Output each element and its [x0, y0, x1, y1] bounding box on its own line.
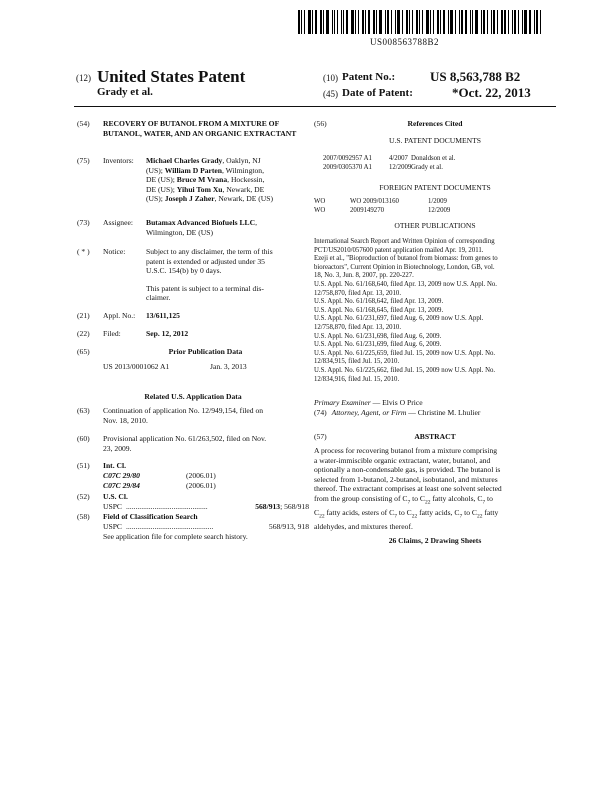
barcode-bar [304, 10, 305, 34]
foreign-doc-cell: WO 2009/013160 [350, 198, 399, 205]
barcode-bar [475, 10, 478, 34]
int-class-version: (2006.01) [186, 471, 216, 480]
assignee-location: Wilmington, DE (US) [146, 227, 213, 237]
barcode-bar [402, 10, 403, 34]
notice-line: U.S.C. 154(b) by 0 days. [146, 266, 222, 276]
references-heading: References Cited [407, 119, 463, 128]
notice-label: Notice: [103, 247, 126, 256]
barcode-bar [514, 10, 516, 34]
int-class: C07C 29/80 [103, 471, 140, 480]
inventor-line [146, 156, 306, 166]
prior-pub-date: Jan. 3, 2013 [210, 362, 247, 371]
other-publication-line: 18, No. 3, Jun. 8, 2007, pp. 220-227. [314, 272, 414, 280]
barcode-bar [346, 10, 348, 34]
claims-summary: 26 Claims, 2 Drawing Sheets [388, 536, 482, 545]
code-73: (73) [77, 218, 90, 227]
continuation-line: Nov. 18, 2010. [103, 415, 148, 425]
field-search-value: 568/913, 918 [268, 522, 309, 531]
examiner-name: — Elvis O Price [370, 398, 423, 407]
barcode-bar [341, 10, 342, 34]
barcode-bar [422, 10, 423, 34]
abstract-line: A process for recovering butanol from a mixture comprising [314, 446, 498, 455]
provisional [103, 434, 309, 453]
foreign-doc-cell: 1/2009 [428, 198, 447, 205]
barcode-bar [481, 10, 482, 34]
header-rule [74, 106, 556, 107]
notice-line: This patent is subject to a terminal dis- [146, 283, 264, 293]
header-code-12: (12) [76, 73, 91, 83]
attorney [314, 408, 480, 418]
other-publication-line: PCT/US2010/057600 patent application mailed Apr. 19, 2011. [314, 246, 484, 254]
barcode-bar [536, 10, 538, 34]
barcode-bar [487, 10, 488, 34]
int-cl-label: Int. Cl. [103, 461, 126, 470]
barcode-bar [301, 10, 302, 34]
inventor-location: , Hockessin, [227, 175, 265, 185]
us-cl-value: 568/913 [255, 502, 281, 511]
patent-date: *Oct. 22, 2013 [452, 85, 531, 100]
barcode-bar [497, 10, 498, 34]
abstract-heading: ABSTRACT [414, 432, 456, 441]
barcode-bar [343, 10, 344, 34]
code-74: (74) [314, 408, 327, 417]
us-doc-cell: 2009/0305370 A1 [323, 164, 372, 171]
code-60: (60) [77, 434, 90, 443]
other-publication-line: 12/758,870, filed Apr. 13, 2010. [314, 289, 402, 297]
inventor-line [146, 194, 306, 204]
barcode-bar [470, 10, 471, 34]
barcode-bar [406, 10, 408, 34]
inventor-name: Yihui Tom Xu [176, 184, 223, 194]
us-doc-cell: Donaldson et al. [411, 155, 456, 162]
us-cl-label: U.S. Cl. [103, 492, 128, 501]
dot-leader: .............................................. [126, 522, 214, 531]
abstract-line: selected from 1-butanol, 2-butanol, isobutanol, and mixtures [314, 474, 498, 484]
inventor-location: (US); [146, 165, 165, 175]
filed-label: Filed: [103, 329, 121, 338]
code-21: (21) [77, 311, 90, 320]
us-patent-docs-heading: U.S. PATENT DOCUMENTS [389, 136, 481, 145]
code-22: (22) [77, 329, 90, 338]
code-65: (65) [77, 347, 90, 356]
field-search-note: See application file for complete search history. [103, 532, 248, 541]
barcode-bar [315, 10, 317, 34]
notice-text [146, 247, 306, 303]
foreign-doc-cell: 2009149270 [350, 207, 384, 214]
other-publication-line: U.S. Appl. No. 61/231,699, filed Aug. 6, 2009. [314, 341, 442, 349]
barcode-bar [491, 10, 492, 34]
inventor-name: William D Parten [164, 165, 223, 175]
barcode-bar [501, 10, 504, 34]
barcode-bar [433, 10, 434, 34]
barcode-bar [524, 10, 527, 34]
abstract-line: aldehydes, and mixtures thereof. [314, 522, 413, 532]
uspc-label: USPC [103, 522, 122, 531]
dot-leader: ........................................... [126, 502, 208, 511]
us-doc-cell: 2007/0092957 A1 [323, 155, 372, 162]
barcode-bar [440, 10, 441, 34]
code-63: (63) [77, 406, 90, 415]
invention-title: RECOVERY OF BUTANOL FROM A MIXTURE OF BUTANOL, WATER, AND AN ORGANIC EXTRACTANT [103, 119, 297, 138]
primary-examiner [314, 398, 423, 408]
code-51: (51) [77, 461, 90, 470]
barcode-bar [504, 10, 506, 34]
foreign-doc-cell: 12/2009 [428, 207, 451, 214]
assignee-label: Assignee: [103, 218, 133, 227]
other-publication-line: bioreactors", Current Opinion in Biotechnology, London, GB, vol. [314, 263, 495, 271]
barcode-bar [430, 10, 431, 34]
inventor-location: (US); [146, 194, 165, 204]
barcode-bar [459, 10, 460, 34]
barcode-bar [455, 10, 456, 34]
foreign-doc-cell: WO [314, 198, 326, 205]
barcode-bar [365, 10, 366, 34]
int-class: C07C 29/84 [103, 481, 140, 490]
other-publication-line: U.S. Appl. No. 61/168,645, filed Apr. 13, 2009. [314, 306, 444, 314]
barcode-bar [358, 10, 359, 34]
barcode-bar [323, 10, 324, 34]
barcode-bar [409, 10, 410, 34]
inventor-name: Michael Charles Grady [146, 156, 223, 165]
field-search-label: Field of Classification Search [103, 512, 198, 521]
other-publication-line: U.S. Appl. No. 61/225,662, filed Jul. 15, 2009 now U.S. Appl. No. [314, 366, 496, 374]
barcode-bar [465, 10, 467, 34]
code-58: (58) [77, 512, 90, 521]
us-cl-line [103, 502, 309, 512]
foreign-doc-cell: WO [314, 207, 326, 214]
inventor-line [146, 166, 306, 176]
barcode-bar [412, 10, 413, 34]
provisional-line: 23, 2009. [103, 443, 132, 453]
barcode-bar [379, 10, 382, 34]
int-class-version: (2006.01) [186, 481, 216, 490]
barcode-bar [512, 10, 513, 34]
barcode-bar [472, 10, 473, 34]
inventor-line [146, 185, 306, 195]
abstract-line: thereof. The extractant comprises at least one solvent selected [314, 484, 502, 494]
continuation-line: Continuation of application No. 12/949,154, filed on [103, 406, 264, 415]
notice-line: Subject to any disclaimer, the term of this [146, 247, 273, 256]
barcode-bar [376, 10, 377, 34]
examiner-label: Primary Examiner [314, 398, 371, 407]
code-52: (52) [77, 492, 90, 501]
barcode-bar [326, 10, 329, 34]
field-search-line [103, 522, 309, 532]
appl-no: 13/611,125 [146, 311, 180, 320]
other-publication-line: 12/834,916, filed Jul. 15, 2010. [314, 375, 400, 383]
other-publication-line: U.S. Appl. No. 61/231,697, filed Aug. 6, 2009 now U.S. Appl. [314, 315, 484, 323]
prior-publication-heading: Prior Publication Data [168, 347, 243, 356]
uspc-label: USPC [103, 502, 122, 511]
other-publication-line: 12/834,915, filed Jul. 15, 2010. [314, 358, 400, 366]
barcode-bar [337, 10, 339, 34]
code-notice: ( * ) [77, 247, 90, 256]
appl-no-label: Appl. No.: [103, 311, 136, 320]
inventor-location: DE (US); [146, 184, 177, 194]
barcode-number: US008563788B2 [370, 37, 440, 47]
inventor-location: , Oaklyn, NJ [222, 156, 261, 165]
inventors-label: Inventors: [103, 156, 134, 165]
date-label: Date of Patent: [342, 87, 413, 99]
barcode-bar [443, 10, 445, 34]
barcode-bar [395, 10, 396, 34]
document-title: United States Patent [97, 67, 246, 86]
barcode-bar [529, 10, 531, 34]
barcode-bar [508, 10, 509, 34]
us-cl-value-secondary: ; 568/918 [280, 502, 309, 511]
other-publications-heading: OTHER PUBLICATIONS [394, 221, 476, 230]
barcode-bar [368, 10, 370, 34]
patent-no-label: Patent No.: [342, 71, 396, 83]
barcode-bar [437, 10, 439, 34]
related-heading: Related U.S. Application Data [144, 392, 242, 401]
barcode-bar [334, 10, 335, 34]
patent-number: US 8,563,788 B2 [430, 69, 521, 84]
abstract-line: $C_{22}$ fatty acids, esters of $C_7$ to $C_{22}$ fatty acids, $C_7$ to $C_{22}$ fatty [314, 508, 499, 520]
other-publication-line: U.S. Appl. No. 61/168,642, filed Apr. 13, 2009. [314, 298, 444, 306]
other-publication-line: U.S. Appl. No. 61/168,640, filed Apr. 13, 2009 now U.S. Appl. No. [314, 280, 497, 288]
abstract-line: from the group consisting of $C_7$ to $C_{22}$ fatty alcohols, $C_7$ to [314, 493, 493, 506]
barcode-bar [448, 10, 449, 34]
inventor-line [146, 175, 306, 185]
barcode-bar [534, 10, 535, 34]
barcode-bar [518, 10, 519, 34]
abstract-line: optionally a non-condensable gas, is provided. The butanol is [314, 465, 501, 475]
inventor-location: , Newark, DE [222, 184, 265, 194]
other-publication-line: 12/758,870, filed Apr. 13, 2010. [314, 323, 402, 331]
code-57: (57) [314, 432, 327, 441]
inventor-name: Joseph J Zaher [164, 194, 215, 204]
provisional-line: Provisional application No. 61/263,502, filed on Nov. [103, 434, 267, 443]
barcode-bar [522, 10, 523, 34]
barcode-bar [397, 10, 400, 34]
barcode-bar [416, 10, 418, 34]
barcode-bar [461, 10, 463, 34]
barcode-bar [387, 10, 389, 34]
us-doc-cell: 12/2009 [389, 164, 412, 171]
foreign-docs-heading: FOREIGN PATENT DOCUMENTS [379, 183, 491, 192]
inventor-location: DE (US); [146, 175, 177, 185]
notice-line: claimer. [146, 293, 171, 303]
barcode-bar [483, 10, 485, 34]
us-doc-cell: 4/2007 [389, 155, 408, 162]
attorney-name: — Christine M. Lhulier [406, 408, 481, 417]
barcode-bar [540, 10, 541, 34]
barcode-bar [355, 10, 356, 34]
code-54: (54) [77, 119, 90, 128]
barcode-bar [493, 10, 495, 34]
header-code-10: (10) [323, 73, 338, 83]
filed-date: Sep. 12, 2012 [146, 329, 189, 338]
prior-pub-number: US 2013/0001062 A1 [103, 362, 170, 371]
attorney-label: Attorney, Agent, or Firm [331, 408, 407, 417]
abstract-line: a water-immiscible organic extractant, water, butanol, and [314, 455, 491, 465]
notice-line: patent is extended or adjusted under 35 [146, 256, 265, 266]
header-code-45: (45) [323, 89, 338, 99]
barcode-bar [419, 10, 421, 34]
barcode-bar [385, 10, 386, 34]
other-publication-line: International Search Report and Written Opinion of corresponding [314, 238, 495, 245]
continuation [103, 406, 309, 425]
authors: Grady et al. [97, 86, 153, 98]
barcode-bar [308, 10, 311, 34]
barcode-bar [426, 10, 429, 34]
barcode-bar [332, 10, 333, 34]
other-publications [314, 238, 556, 384]
barcode [298, 10, 544, 34]
inventors-list [146, 156, 306, 204]
code-75: (75) [77, 156, 90, 165]
assignee-name: Butamax Advanced Biofuels LLC [146, 218, 256, 227]
abstract-text [314, 446, 556, 532]
barcode-bar [450, 10, 453, 34]
inventor-location: , Wilmington, [222, 165, 264, 175]
assignee-punct: , [255, 218, 257, 227]
code-56: (56) [314, 119, 327, 128]
assignee [146, 218, 306, 237]
other-publication-line: U.S. Appl. No. 61/231,698, filed Aug. 6, 2009. [314, 332, 442, 340]
inventor-location: , Newark, DE (US) [214, 194, 273, 204]
barcode-bar [312, 10, 313, 34]
barcode-bar [298, 10, 300, 34]
barcode-bar [362, 10, 364, 34]
barcode-bar [351, 10, 354, 34]
barcode-bar [320, 10, 322, 34]
barcode-bar [391, 10, 392, 34]
us-doc-cell: Grady et al. [411, 164, 443, 171]
barcode-bar [373, 10, 375, 34]
inventor-name: Bruce M Vrana [176, 175, 228, 185]
other-publication-line: U.S. Appl. No. 61/225,659, filed Jul. 15, 2009 now U.S. Appl. No. [314, 349, 496, 357]
other-publication-line: Ezeji et al., "Bioproduction of butanol from biomass: from genes to [314, 255, 498, 263]
